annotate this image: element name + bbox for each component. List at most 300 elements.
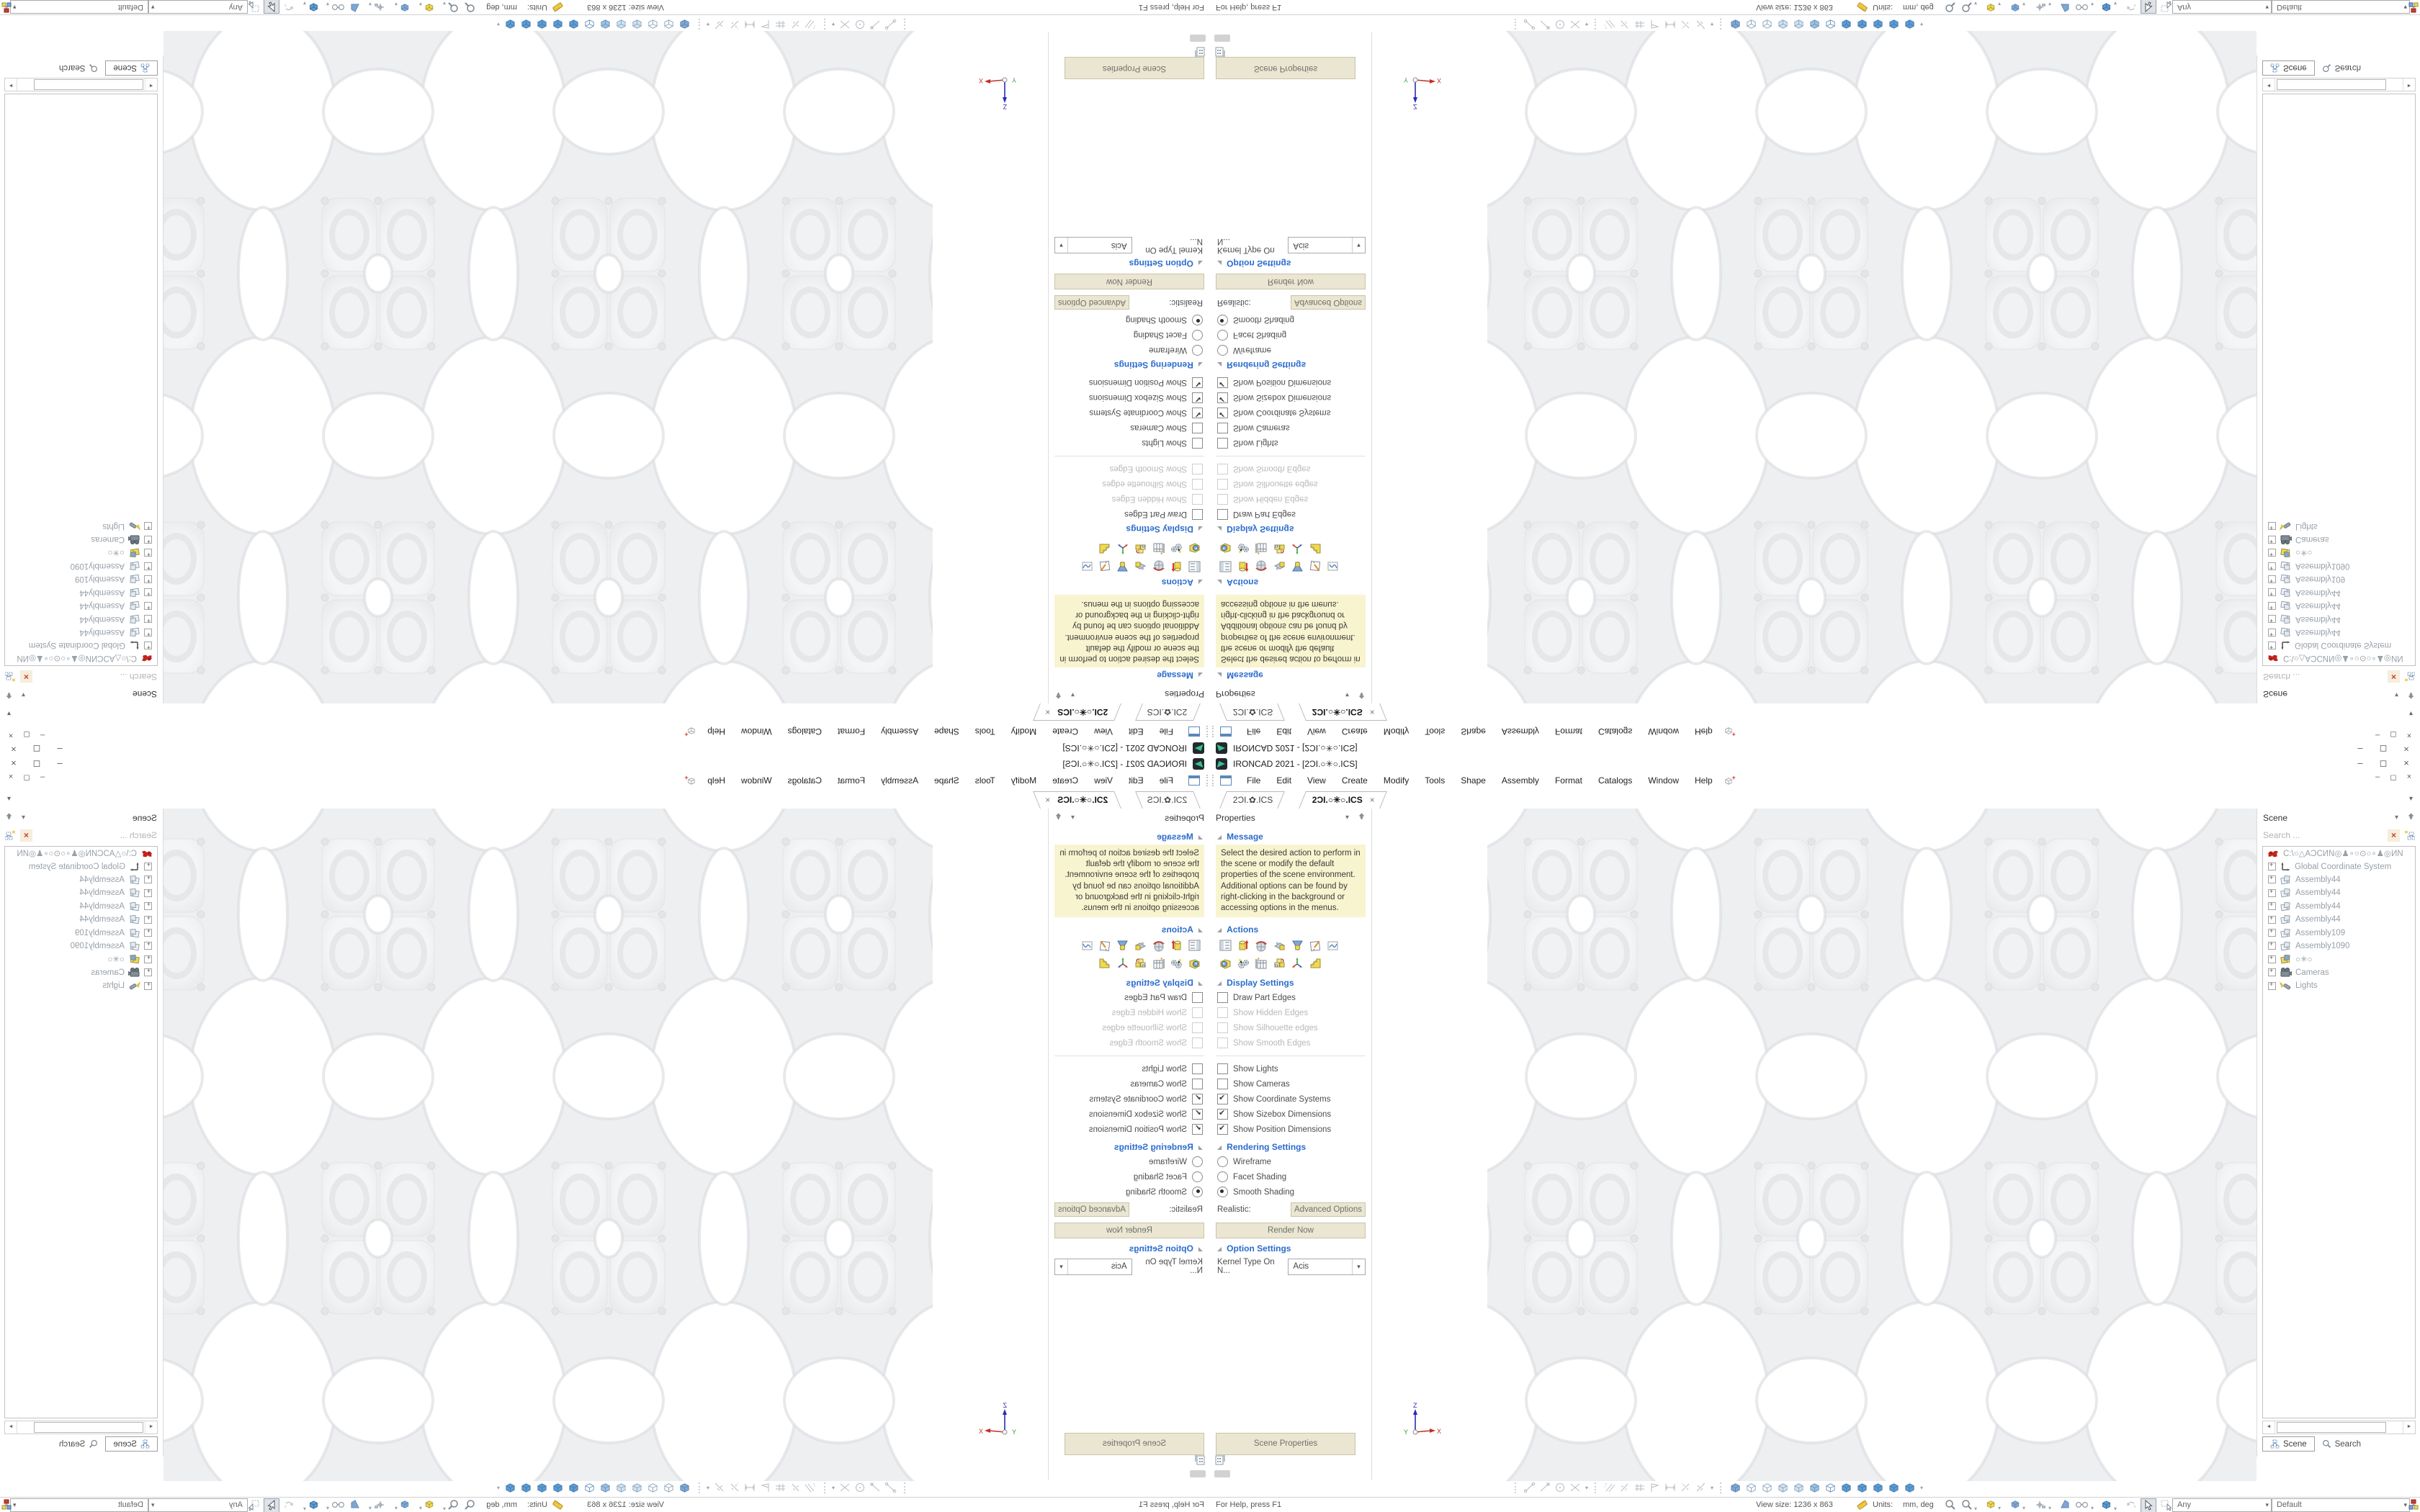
tree-item-cameras[interactable]: + Cameras [5,966,157,979]
doc-minimize-button[interactable]: – [40,773,45,781]
radio-facet-shading[interactable]: Facet Shading [1210,328,1371,343]
action-move-shape-icon[interactable] [1273,939,1286,953]
menu-edit[interactable]: Edit [1128,726,1144,737]
selection-filter-dropdown[interactable]: Any ▾ [2172,1498,2272,1512]
camera-target-icon[interactable]: ▾ [367,0,385,13]
document-icon[interactable] [1188,726,1200,737]
doc-restore-button[interactable]: ◻ [23,730,30,739]
search-input[interactable]: Search ... [2263,672,2300,682]
tree-item-assembly109[interactable]: + Assembly109 [2263,572,2415,585]
menu-window[interactable]: Window [1648,726,1680,737]
toolbar-grip[interactable] [696,1482,700,1493]
scene-tab[interactable]: Scene [2262,60,2315,76]
line-tool-icon[interactable] [1523,19,1536,30]
tree-horizontal-scrollbar[interactable] [4,1421,158,1434]
radio-wireframe[interactable]: Wireframe [1049,1154,1210,1169]
checkbox-show-lights[interactable]: Show Lights [1210,1061,1371,1076]
section-expander-icon[interactable]: ◢ [1217,979,1222,986]
checkbox-show-position-dimensions[interactable]: ✔ Show Position Dimensions [1210,1122,1371,1137]
menu-help[interactable]: Help [707,775,725,786]
chevron-down-icon[interactable]: ▾ [1585,21,1589,28]
checkbox-show-sizebox-dimensions[interactable]: ✔ Show Sizebox Dimensions [1049,1107,1210,1122]
panel-collapse-icon[interactable]: ▾ [22,690,26,698]
view-dimetric-icon[interactable] [1887,19,1901,31]
tree-item-assembly[interactable]: + Assembly44 [2263,913,2415,926]
tree-expander-icon[interactable] [2268,942,2276,950]
menu-window[interactable]: Window [1648,775,1680,786]
doc-tab-inactive[interactable]: 2ƆI.✿.ICS [1135,703,1201,721]
tree-item-cameras[interactable]: + Cameras [2263,533,2415,546]
section-expander-icon[interactable]: ◢ [1198,361,1203,369]
radio-smooth-shading[interactable]: Smooth Shading [1049,1184,1210,1200]
dimension-slash2-icon[interactable] [713,19,726,30]
section-expander-icon[interactable]: ◢ [1217,1245,1222,1252]
panel-collapse-icon[interactable]: ▾ [1345,690,1349,698]
checkbox-show-sizebox-dimensions[interactable]: ✔ Show Sizebox Dimensions [1210,1107,1371,1122]
tree-expander-icon[interactable] [2268,916,2276,924]
action-drop-icon[interactable] [1291,559,1304,573]
line-tool-icon[interactable] [884,19,897,30]
view-iso3-icon[interactable] [551,19,565,31]
box-select-icon[interactable] [2161,0,2173,13]
radio-smooth-shading[interactable]: Smooth Shading [1210,312,1371,328]
clear-search-icon[interactable]: × [2388,671,2400,683]
menu-tools[interactable]: Tools [1425,726,1446,737]
circle-tool-icon[interactable] [853,19,866,30]
action-orbit-scene-icon[interactable] [1152,939,1165,953]
action-properties-list-icon[interactable] [1219,939,1232,953]
doc-restore-button[interactable]: ◻ [23,773,30,782]
tree-item-assembly109[interactable]: + Assembly109 [5,572,157,585]
select-mode-active[interactable] [2141,0,2156,14]
tree-filter-icon[interactable] [2403,829,2415,842]
title-bar[interactable] [0,740,1210,756]
checkbox-show-coordinate-systems[interactable]: ✔ Show Coordinate Systems [1049,405,1210,420]
view-right-icon[interactable] [1792,1482,1806,1494]
restore-button[interactable]: ◻ [32,744,41,755]
config-manager-icon[interactable] [2408,0,2419,13]
tree-expander-icon[interactable] [144,929,152,937]
clear-search-icon[interactable]: × [2388,829,2400,842]
tree-expander-icon[interactable] [2268,562,2276,570]
action-extrude-icon[interactable] [1237,939,1250,953]
render-now-button[interactable]: Render Now [1054,274,1204,289]
chevron-down-icon[interactable]: ▾ [496,21,500,28]
undo-view-icon[interactable] [2125,1499,2137,1512]
checkbox-show-coordinate-systems[interactable]: ✔ Show Coordinate Systems [1210,1092,1371,1107]
checkbox-show-position-dimensions[interactable]: ✔ Show Position Dimensions [1049,375,1210,390]
ruler-icon[interactable] [1857,1499,1868,1512]
menu-create[interactable]: Create [1052,775,1079,786]
snap-parallel-icon[interactable] [804,19,817,30]
dimension-clamp-icon[interactable] [743,19,756,30]
minimize-button[interactable]: – [57,757,63,768]
line-tool-icon[interactable] [1523,1482,1536,1493]
menu-catalogs[interactable]: Catalogs [787,726,823,737]
tree-expander-icon[interactable] [144,982,152,990]
scene-properties-button[interactable]: Scene Properties [1065,57,1204,79]
document-icon[interactable] [1220,775,1232,786]
tree-item-assembly[interactable]: + Assembly44 [2263,873,2415,886]
tree-filter-icon[interactable] [5,829,17,842]
render-now-button[interactable]: Render Now [1216,274,1366,289]
scrollbar-thumb[interactable] [34,79,143,90]
panel-tab-bar[interactable] [1190,1470,1206,1477]
selection-filter-dropdown[interactable]: Any ▾ [148,0,248,14]
menu-format[interactable]: Format [1554,726,1582,737]
view-front-icon[interactable] [1744,19,1758,31]
menu-file[interactable]: File [1159,775,1173,786]
view-cube-icon[interactable]: ▾ [2100,0,2118,13]
action-render-scene-icon[interactable] [1219,957,1232,971]
panel-tab-bar[interactable] [1214,1470,1230,1477]
tree-item-lights[interactable]: + Lights [2263,979,2415,992]
select-mode-active[interactable] [264,1498,279,1512]
tree-expander-icon[interactable] [144,942,152,950]
panel-collapse-icon[interactable]: ▾ [2394,814,2398,822]
ruler-icon[interactable] [552,1499,563,1512]
snap-parallel-icon[interactable] [1603,1482,1616,1493]
tree-expander-icon[interactable] [2268,575,2276,583]
menu-view[interactable]: View [1094,726,1113,737]
zoom-window-icon[interactable]: ▾ [442,0,459,13]
radio-facet-shading[interactable]: Facet Shading [1210,1169,1371,1184]
model-geometry[interactable] [1487,809,2257,1481]
menu-file[interactable]: File [1159,726,1173,737]
section-expander-icon[interactable]: ◢ [1198,672,1203,679]
menu-create[interactable]: Create [1341,775,1368,786]
view-iso-icon[interactable] [678,19,691,31]
config-manager-icon[interactable] [1,0,12,13]
menu-format[interactable]: Format [838,726,866,737]
tree-expander-icon[interactable] [2268,876,2276,883]
section-expander-icon[interactable]: ◢ [1217,579,1222,586]
section-expander-icon[interactable]: ◢ [1198,526,1203,533]
action-stairs-icon[interactable] [1098,957,1111,971]
wedge-icon[interactable] [2059,1499,2071,1512]
view-right-icon[interactable] [614,19,628,31]
menu-window[interactable]: Window [740,726,772,737]
tree-expander-icon[interactable] [144,629,152,636]
view-iso3-icon[interactable] [551,1482,565,1494]
search-input[interactable]: Search ... [120,830,157,840]
doc-tab-active[interactable]: 2ƆI.○✳○.ICS× [1033,703,1121,721]
dimension-slash-icon[interactable] [728,1482,741,1493]
radio-wireframe[interactable]: Wireframe [1210,343,1371,358]
menu-assembly[interactable]: Assembly [881,775,919,786]
tree-expander-icon[interactable] [144,602,152,610]
dimension-slash2-icon[interactable] [1694,1482,1707,1493]
wedge-icon[interactable] [2059,0,2071,13]
toolbar-grip[interactable] [902,1482,905,1493]
action-orbit-scene-icon[interactable] [1152,559,1165,573]
new-scene-icon[interactable]: + [687,776,696,786]
config-manager-icon[interactable] [2408,1499,2419,1512]
zoom-fit-icon[interactable] [464,1499,475,1512]
document-icon[interactable] [1188,775,1200,786]
tab-close-icon[interactable]: × [1369,707,1375,717]
tree-horizontal-scrollbar[interactable] [2262,78,2416,91]
tree-horizontal-scrollbar[interactable] [2262,1421,2416,1434]
advanced-options-button[interactable]: Advanced Options [1054,295,1129,310]
doc-tab-inactive[interactable]: 2ƆI.✿.ICS [1219,703,1285,721]
doc-close-button[interactable]: × [2406,773,2412,781]
tree-item-assembly1090[interactable]: + Assembly1090 [5,940,157,953]
kernel-type-dropdown[interactable]: Acis ▾ [1054,1259,1132,1275]
viewport-3d[interactable] [1372,809,2257,1481]
toolbar-grip[interactable] [1720,19,1724,30]
view-iso4-icon[interactable] [1871,19,1885,31]
tree-filter-icon[interactable] [2403,670,2415,684]
action-move-shape-icon[interactable] [1134,559,1147,573]
wedge-icon[interactable] [349,0,361,13]
restore-button[interactable]: ◻ [32,757,41,768]
action-graph-icon[interactable] [1327,940,1339,952]
section-expander-icon[interactable]: ◢ [1217,672,1222,679]
panel-tab-bar[interactable] [1190,35,1206,42]
pin-icon[interactable] [1054,812,1062,823]
action-assembly-config-icon[interactable] [1273,541,1286,555]
checkbox-draw-part-edges[interactable]: Draw Part Edges [1049,990,1210,1005]
toolbar-grip[interactable] [1212,775,1216,786]
snap-angle-icon[interactable] [1618,1482,1631,1493]
tree-expander-icon[interactable] [2268,588,2276,596]
menu-view[interactable]: View [1307,726,1326,737]
doc-close-button[interactable]: × [2406,731,2412,739]
checkbox-show-lights[interactable]: Show Lights [1049,1061,1210,1076]
action-coordinate-system-icon[interactable] [1116,957,1129,971]
menu-tools[interactable]: Tools [974,775,995,786]
menu-file[interactable]: File [1247,775,1261,786]
circle-tool-icon[interactable] [1554,1482,1567,1493]
tree-expander-icon[interactable] [2268,615,2276,623]
tree-item-assembly1090[interactable]: + Assembly1090 [5,559,157,572]
toolbar-grip[interactable] [822,1482,825,1493]
selection-filter-dropdown[interactable]: Any ▾ [148,1498,248,1512]
toolbar-grip[interactable] [1204,775,1208,786]
toolbar-grip[interactable] [822,19,825,30]
tree-item-assembly1090[interactable]: + Assembly1090 [2263,559,2415,572]
dimension-slash-icon[interactable] [1679,1482,1692,1493]
box-select-icon[interactable] [247,0,259,13]
view-bottom-icon[interactable] [1824,19,1837,31]
point-tool-icon[interactable] [1569,1482,1582,1493]
panel-collapse-icon[interactable]: ▾ [1071,814,1075,822]
tree-expander-icon[interactable] [144,588,152,596]
menu-modify[interactable]: Modify [1383,726,1410,737]
doc-close-button[interactable]: × [8,731,14,739]
advanced-options-button[interactable]: Advanced Options [1054,1202,1129,1217]
render-mode-icon[interactable]: ▾ [2009,0,2027,13]
tree-item-assembly[interactable]: + Assembly44 [2263,599,2415,612]
action-stairs-icon[interactable] [1309,957,1322,971]
view-iso2-icon[interactable] [1839,1482,1853,1494]
scene-tab[interactable]: Scene [2262,1436,2315,1452]
action-assembly-config-icon[interactable] [1273,957,1286,971]
tree-item-assembly[interactable]: + Assembly44 [5,886,157,899]
action-properties-list-icon[interactable] [1219,559,1232,573]
dimension-clamp-icon[interactable] [1664,1482,1677,1493]
advanced-options-button[interactable]: Advanced Options [1291,1202,1366,1217]
action-stairs-icon[interactable] [1098,541,1111,555]
search-tab[interactable]: Search [2315,61,2368,75]
toolbar-grip[interactable] [902,19,905,30]
view-top-icon[interactable] [1808,19,1821,31]
view-back-icon[interactable] [646,19,660,31]
configuration-dropdown[interactable]: Default ▾ [10,1498,148,1512]
radio-wireframe[interactable]: Wireframe [1049,343,1210,358]
view-left-icon[interactable] [1776,19,1790,31]
zoom-fit-icon[interactable] [1945,1499,1956,1512]
tab-overflow-icon[interactable]: ▾ [2408,795,2413,803]
tree-expander-icon[interactable] [144,562,152,570]
checkbox-draw-part-edges[interactable]: Draw Part Edges [1210,990,1371,1005]
pin-icon[interactable] [5,812,13,823]
checkbox-show-position-dimensions[interactable]: ✔ Show Position Dimensions [1049,1122,1210,1137]
tree-expander-icon[interactable] [2268,549,2276,557]
action-edit-sheet-icon[interactable] [1309,939,1322,953]
polyline-tool-icon[interactable] [1538,19,1551,30]
panel-tab-icon[interactable] [1215,42,1226,58]
action-coordinate-system-icon[interactable] [1116,541,1129,555]
chevron-down-icon[interactable]: ▾ [831,21,835,28]
tree-item-root[interactable]: C:\○△AƆCИN◎♟∘○⊙○∘♟◎ИN [2263,652,2415,665]
action-render-scene-icon[interactable] [1219,541,1232,555]
view-left-icon[interactable] [1776,1482,1790,1494]
toolbar-grip[interactable] [1212,726,1216,737]
toolbar-grip[interactable] [1515,19,1518,30]
view-back-icon[interactable] [1760,1482,1774,1494]
action-render-scene-icon[interactable] [1188,541,1201,555]
model-geometry[interactable] [163,31,933,703]
tree-expander-icon[interactable] [144,902,152,910]
selection-filter-dropdown[interactable]: Any ▾ [2172,0,2272,14]
view-iso3-icon[interactable] [1855,1482,1869,1494]
undo-view-icon[interactable] [283,1499,295,1512]
doc-restore-button[interactable]: ◻ [2390,730,2397,739]
action-drop-icon[interactable] [1116,559,1129,573]
view-top-icon[interactable] [1808,1482,1821,1494]
section-expander-icon[interactable]: ◢ [1198,979,1203,986]
tree-expander-icon[interactable] [144,575,152,583]
tree-item-active-assembly[interactable]: + ○✳○ [5,546,157,559]
tree-expander-icon[interactable] [2268,955,2276,963]
doc-tab-inactive[interactable]: 2ƆI.✿.ICS [1219,791,1285,809]
box-select-icon[interactable] [247,1499,259,1512]
doc-tab-active[interactable]: 2ƆI.○✳○.ICS × [1299,703,1387,721]
pin-icon[interactable] [2407,689,2415,700]
menu-modify[interactable]: Modify [1010,726,1037,737]
clear-search-icon[interactable]: × [20,671,32,683]
action-properties-list-icon[interactable] [1188,939,1201,953]
ruler-icon[interactable] [552,0,563,13]
scene-tab[interactable]: Scene [105,1436,158,1452]
glasses-icon[interactable]: ▾ [325,1499,345,1512]
menu-tools[interactable]: Tools [1425,775,1446,786]
view-front-icon[interactable] [662,19,676,31]
ruler-icon[interactable] [1857,0,1868,13]
tree-item-assembly[interactable]: + Assembly44 [2263,900,2415,913]
render-mode-icon[interactable]: ▾ [393,0,411,13]
tree-expander-icon[interactable] [144,863,152,870]
tree-item-assembly[interactable]: + Assembly44 [5,913,157,926]
tree-item-global-coordinate-system[interactable]: + Global Coordinate System [2263,639,2415,652]
menu-format[interactable]: Format [838,775,866,786]
action-edit-sheet-icon[interactable] [1309,559,1322,573]
tree-item-assembly[interactable]: + Assembly44 [5,626,157,639]
radio-facet-shading[interactable]: Facet Shading [1049,328,1210,343]
checkbox-show-sizebox-dimensions[interactable]: ✔ Show Sizebox Dimensions [1210,390,1371,405]
select-mode-active[interactable] [264,0,279,14]
menu-window[interactable]: Window [740,775,772,786]
zoom-window-icon[interactable]: ▾ [1961,0,1978,13]
section-expander-icon[interactable]: ◢ [1217,833,1222,840]
pin-icon[interactable] [2407,812,2415,823]
scrollbar-thumb[interactable] [2277,79,2386,90]
action-orbit-scene-icon[interactable] [1255,939,1268,953]
tree-expander-icon[interactable] [2268,889,2276,897]
view-left-icon[interactable] [630,1482,644,1494]
menu-format[interactable]: Format [1554,775,1582,786]
action-extrude-icon[interactable] [1170,939,1183,953]
view-dimetric-icon[interactable] [519,1482,533,1494]
toolbar-grip[interactable] [1720,1482,1724,1493]
tree-expander-icon[interactable] [144,889,152,897]
render-mode-icon[interactable]: ▾ [393,1499,411,1512]
polyline-tool-icon[interactable] [1538,1482,1551,1493]
title-bar[interactable] [1210,740,2420,756]
action-smart-dimensions-icon[interactable] [1255,957,1268,971]
checkbox-draw-part-edges[interactable]: Draw Part Edges [1049,507,1210,522]
tree-expander-icon[interactable] [2268,629,2276,636]
model-geometry[interactable] [1487,31,2257,703]
scrollbar-thumb[interactable] [34,1422,143,1433]
tree-expander-icon[interactable] [144,876,152,883]
panel-collapse-icon[interactable]: ▾ [1345,814,1349,822]
scene-tab[interactable]: Scene [105,60,158,76]
menu-create[interactable]: Create [1052,726,1079,737]
panel-tab-icon[interactable] [1194,42,1205,58]
view-iso4-icon[interactable] [535,19,549,31]
menu-shape[interactable]: Shape [1461,726,1486,737]
action-graph-icon[interactable] [1327,560,1339,572]
radio-facet-shading[interactable]: Facet Shading [1049,1169,1210,1184]
chevron-down-icon[interactable]: ▾ [831,1484,835,1491]
tree-item-cameras[interactable]: + Cameras [5,533,157,546]
section-expander-icon[interactable]: ◢ [1217,361,1222,369]
tree-expander-icon[interactable] [2268,522,2276,530]
camera-target-icon[interactable]: ▾ [367,1499,385,1512]
panel-tab-icon[interactable] [1215,1454,1226,1470]
tree-item-assembly[interactable]: + Assembly44 [5,586,157,599]
zoom-window-icon[interactable]: ▾ [442,1499,459,1512]
action-render-scene-icon[interactable] [1188,957,1201,971]
doc-tab-active[interactable]: 2ƆI.○✳○.ICS × [1299,791,1387,809]
title-bar[interactable] [0,756,1210,772]
scene-properties-button[interactable]: Scene Properties [1065,1433,1204,1455]
action-animation-settings-icon[interactable] [1170,957,1183,971]
action-animation-settings-icon[interactable] [1170,541,1183,555]
dimension-clamp-icon[interactable] [1664,19,1677,30]
new-scene-icon[interactable]: + [1724,727,1733,737]
point-tool-icon[interactable] [838,19,851,30]
document-icon[interactable] [1220,726,1232,737]
action-graph-icon[interactable] [1081,560,1093,572]
tree-item-assembly[interactable]: + Assembly44 [5,900,157,913]
menu-shape[interactable]: Shape [934,775,959,786]
view-iso3-icon[interactable] [1855,19,1869,31]
view-top-icon[interactable] [599,1482,612,1494]
